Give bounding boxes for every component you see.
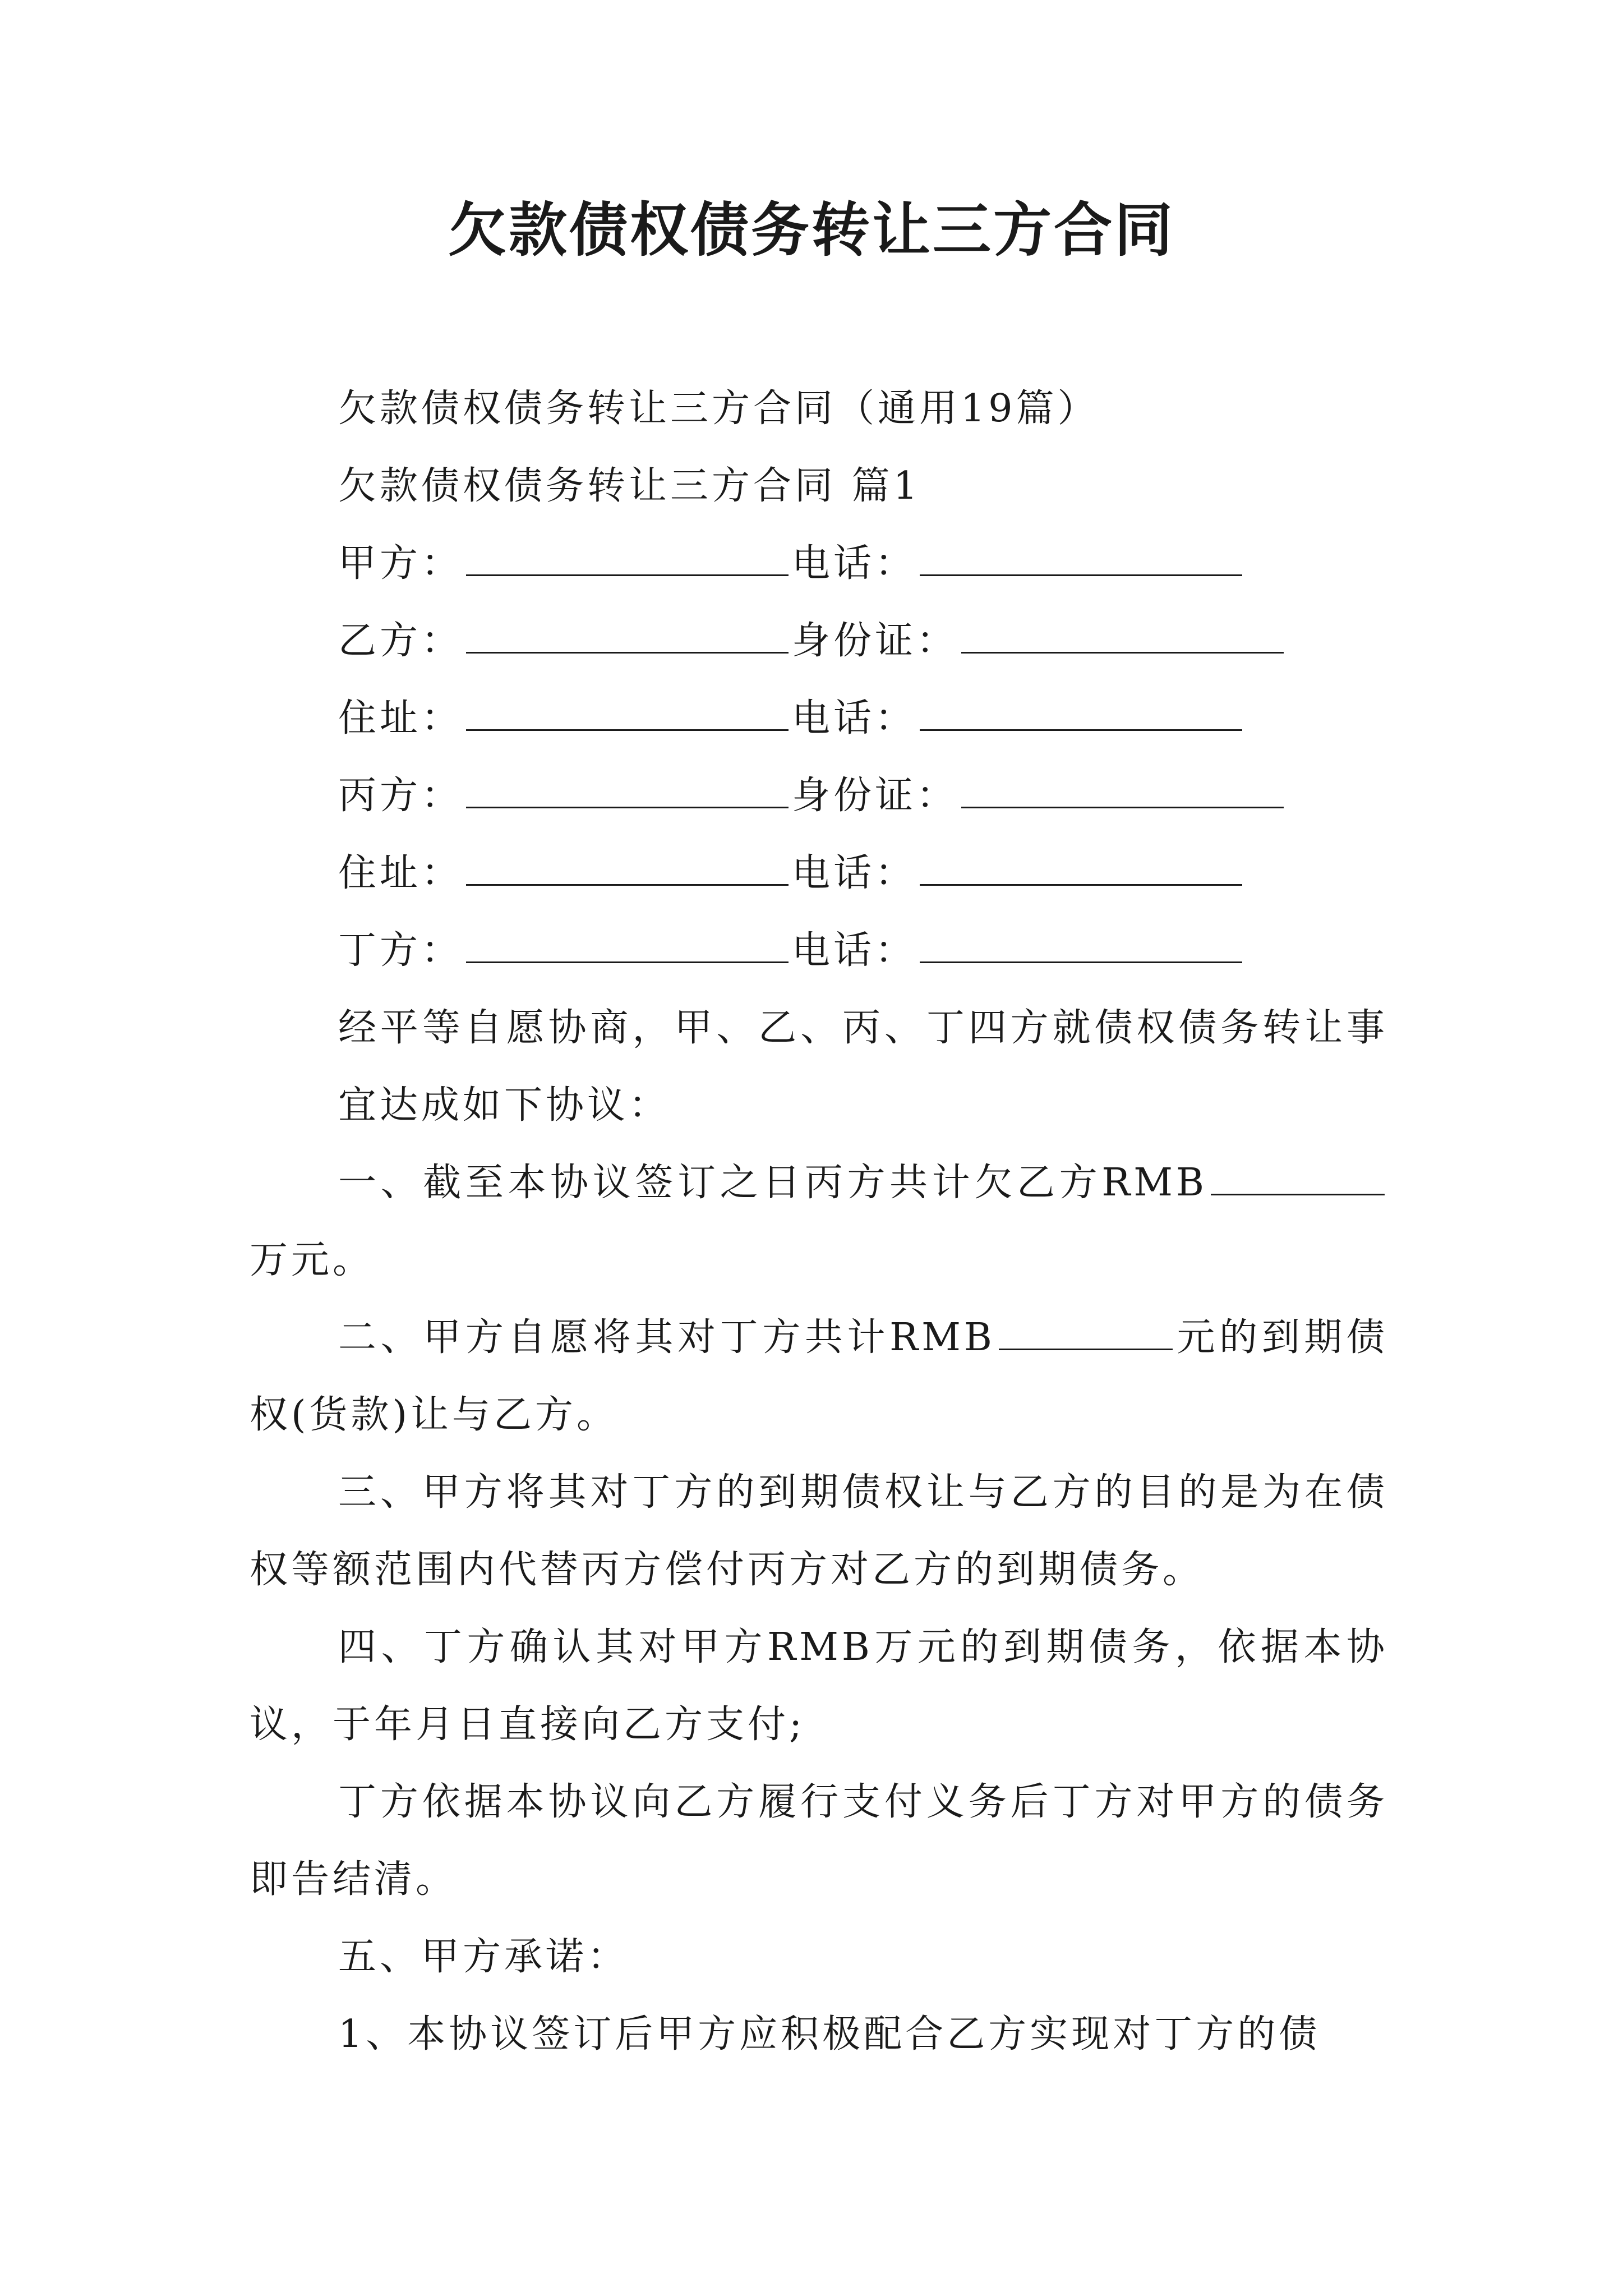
field-label: 电话： [792,696,917,740]
clause-text: 1、本协议签订后甲方应积极配合乙方实现对丁方的债 [338,2012,1321,2056]
clause-5 [250,1918,1388,1996]
clause-text: 丁方依据本协议向乙方履行支付义务后丁方对甲方的债务即告结清。 [250,1780,1388,1902]
field-row-party-b [250,602,1388,680]
document-title: 欠款债权债务转让三方合同 [448,195,1175,264]
clause-text: 三、甲方将其对丁方的到期债权让与乙方的目的是为在债权等额范围内代替丙方偿付丙方对乙方的到期债务。 [250,1470,1388,1592]
blank-field[interactable] [1211,1189,1385,1195]
clause-text: 元的到期债权(货款)让与乙方。 [250,1315,1388,1437]
blank-field[interactable] [920,725,1242,731]
field-row-address-c [250,835,1388,912]
field-label: 乙方： [338,619,463,663]
clause-text: 五、甲方承诺： [338,1935,629,1979]
clause-1 [250,1144,1388,1299]
blank-field[interactable] [466,647,789,654]
field-label: 丁方： [338,928,463,973]
clause-text: 二、甲方自愿将其对丁方共计RMB [338,1315,995,1360]
clause-3 [250,1454,1388,1609]
document-subtitle: 欠款债权债务转让三方合同（通用19篇） [338,386,1099,431]
clause-5-1 [250,1996,1388,2073]
blank-field[interactable] [466,802,789,808]
clause-4b [250,1764,1388,1918]
blank-field[interactable] [920,957,1242,963]
clause-text: 四、丁方确认其对甲方RMB万元的到期债务，依据本协议，于年月日直接向乙方支付; [250,1625,1388,1747]
blank-field[interactable] [466,957,789,963]
clause-text: 经平等自愿协商，甲、乙、丙、丁四方就债权债务转让事宜达成如下协议： [338,1006,1388,1128]
blank-field[interactable] [920,880,1242,886]
field-row-address-b [250,680,1388,757]
section-heading: 欠款债权债务转让三方合同 篇1 [338,464,921,508]
field-label: 电话： [792,541,917,586]
field-label: 住址： [338,696,463,740]
clause-intro [250,990,1388,1144]
clause-text: 万元。 [250,1238,375,1282]
field-row-party-d [250,912,1388,990]
blank-field[interactable] [961,802,1284,808]
field-label: 身份证： [792,774,958,818]
blank-field[interactable] [466,570,789,576]
field-label: 电话： [792,851,917,895]
document-body [250,370,1388,2073]
field-label: 住址： [338,851,463,895]
blank-field[interactable] [999,1344,1173,1350]
field-label: 电话： [792,928,917,973]
field-row-party-c [250,757,1388,835]
blank-field[interactable] [466,880,789,886]
field-label: 丙方： [338,774,463,818]
field-row-party-a [250,525,1388,602]
field-label: 甲方： [338,541,463,586]
blank-field[interactable] [920,570,1242,576]
clause-4 [250,1609,1388,1764]
clause-2 [250,1299,1388,1454]
blank-field[interactable] [466,725,789,731]
clause-text: 一、截至本协议签订之日丙方共计欠乙方RMB [338,1161,1207,1205]
blank-field[interactable] [961,647,1284,654]
field-label: 身份证： [792,619,958,663]
